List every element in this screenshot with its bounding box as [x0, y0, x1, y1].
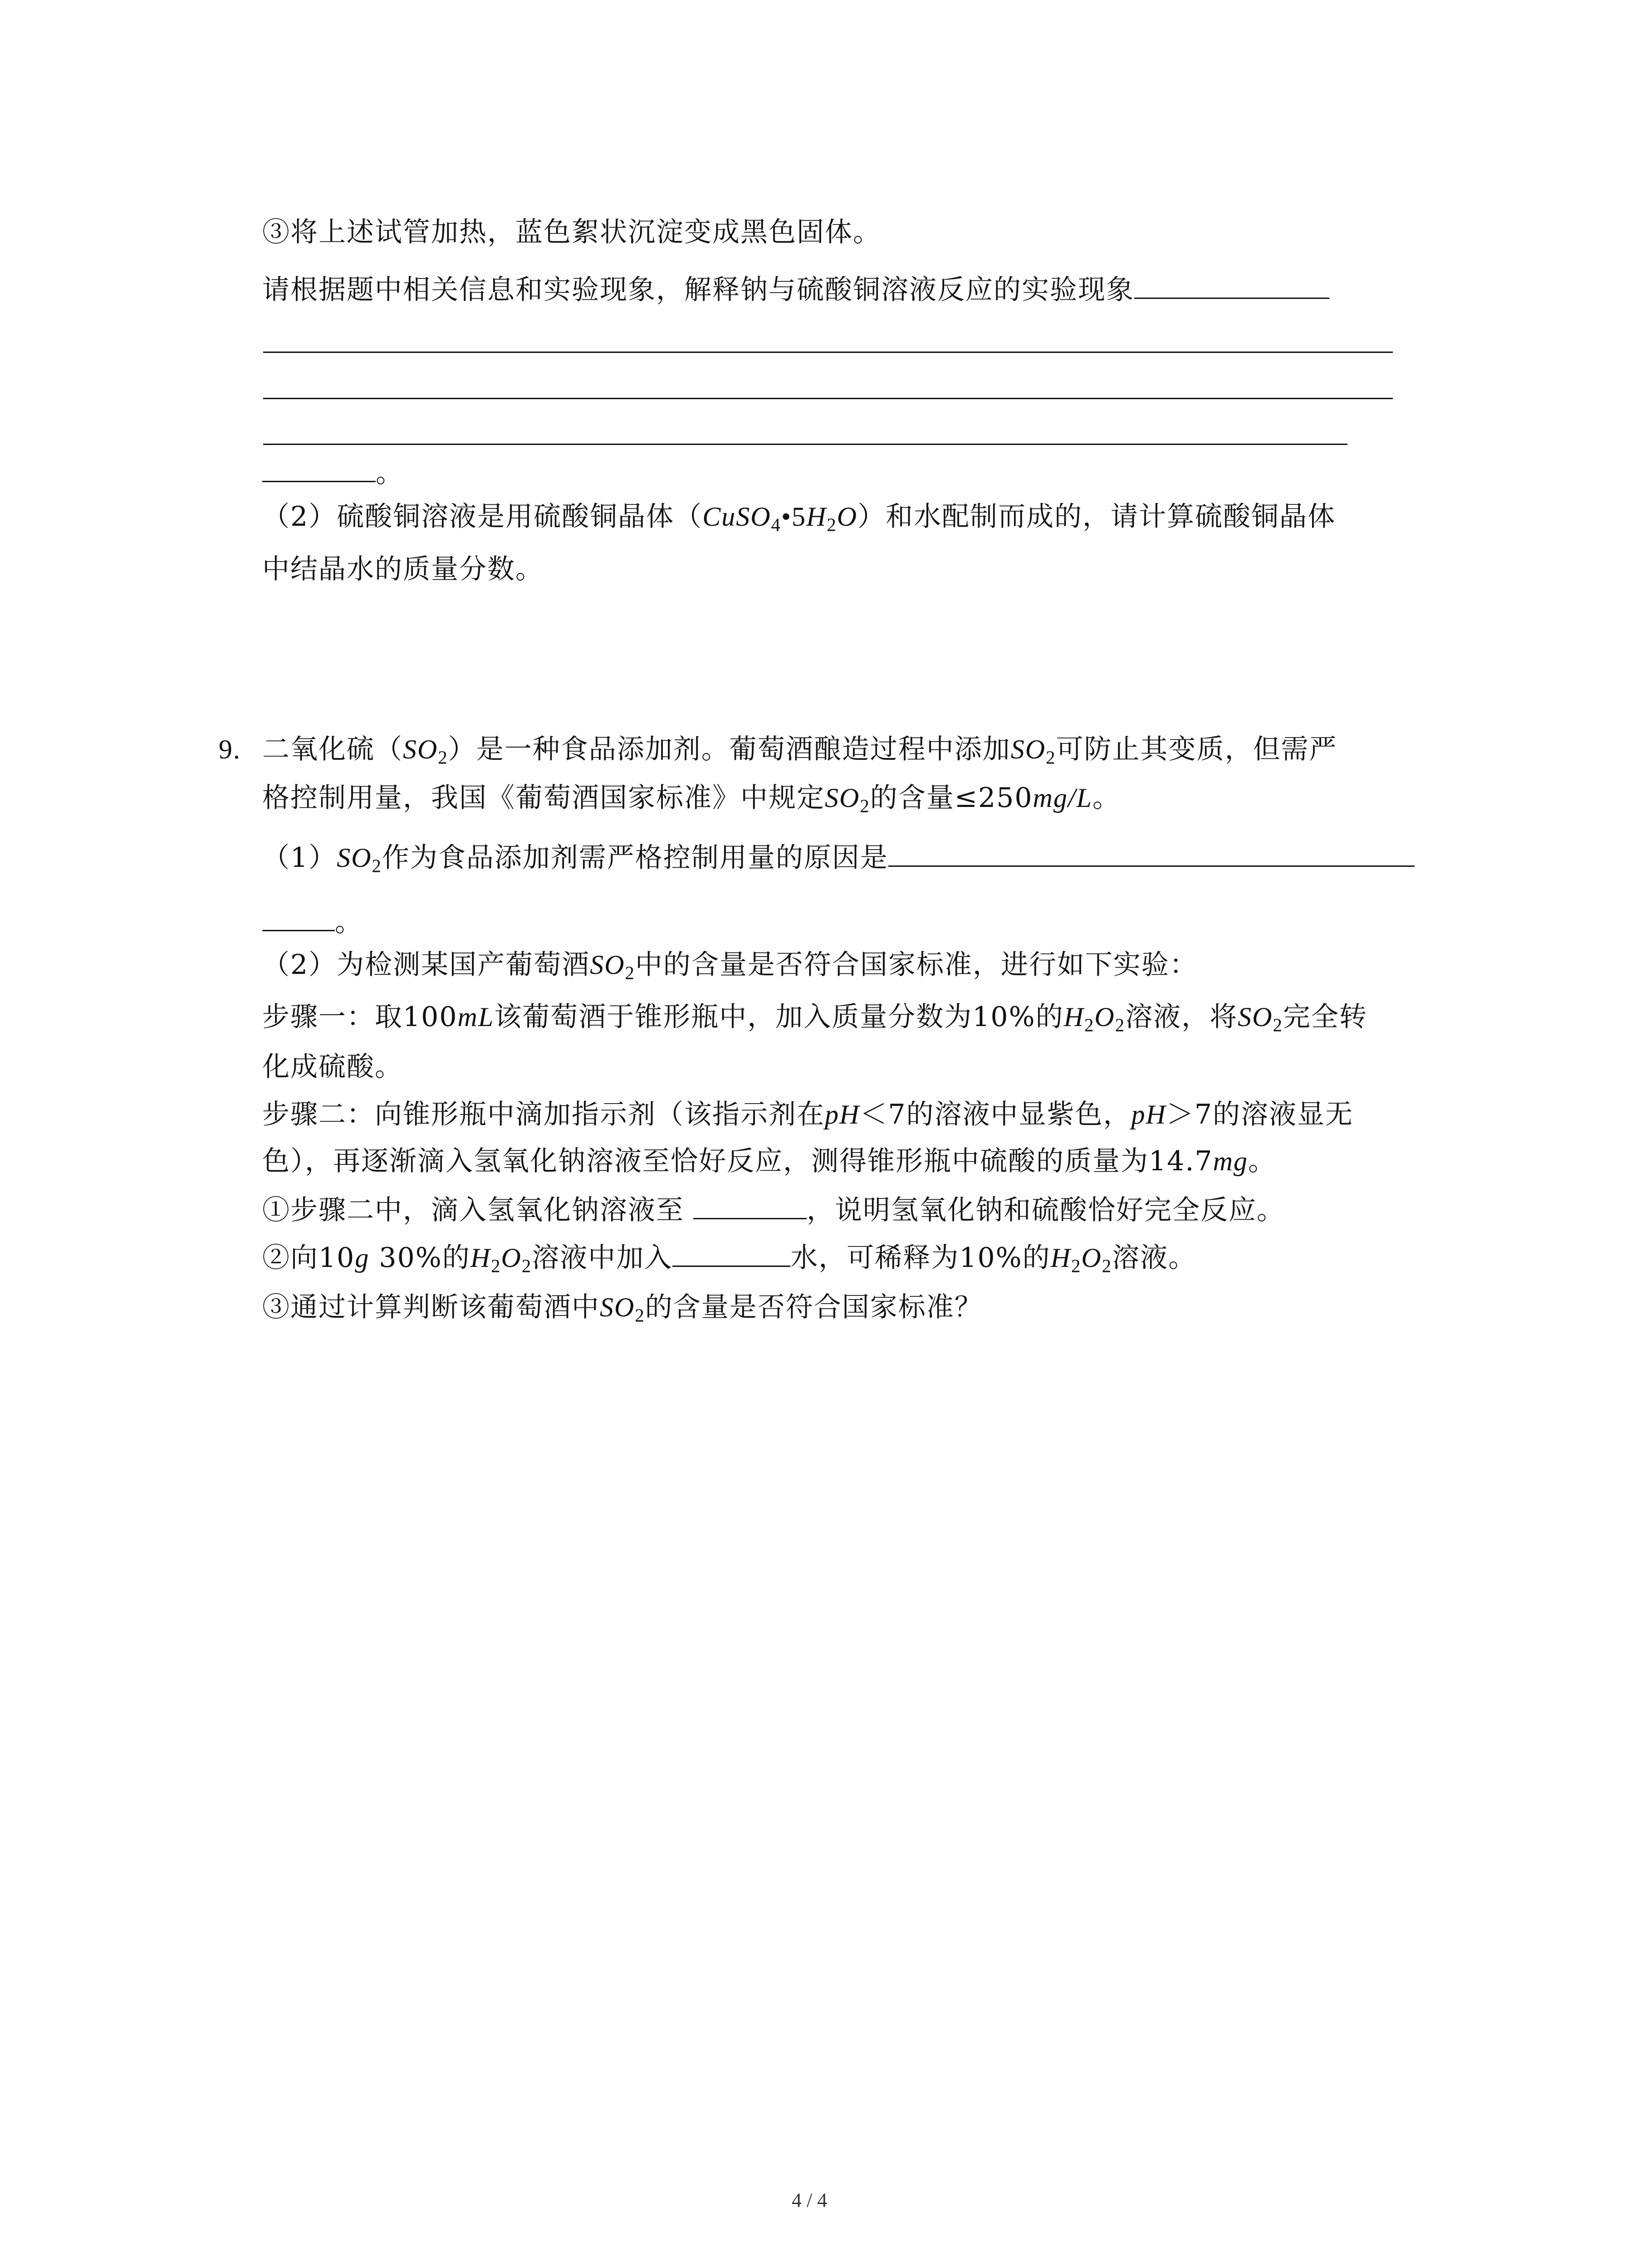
q8-part2-line2: 中结晶水的质量分数。: [262, 553, 544, 585]
q9-part1: $(1)SO_2$作为食品添加剂需严格控制用量的原因是: [262, 838, 1415, 877]
answer-blank[interactable]: [888, 838, 1415, 867]
answer-line[interactable]: [263, 352, 1393, 353]
q9-intro-line2: 格控制用量，我国《葡萄酒国家标准》中规定$SO_2$的含量≤250mg/L。: [262, 782, 1121, 816]
page-number: 4 / 4: [792, 2189, 828, 2211]
q8-step3: ③将上述试管加热，蓝色絮状沉淀变成黑色固体。: [262, 216, 881, 248]
answer-blank[interactable]: [262, 903, 335, 931]
q8-part2: （2）硫酸铜溶液是用硫酸铜晶体$(CuSO_4•5H_2O)$和水配制而成的，请计算硫酸铜晶体: [262, 501, 1336, 535]
q9-step2: 步骤二：向锥形瓶中滴加指示剂（该指示剂在pH＜7的溶液中显紫色，pH＞7的溶液显无: [262, 1099, 1354, 1130]
q9-sub2: ②向10g 30%的$H_2O_2$溶液中加入 水，可稀释为10%的$H_2O_2$溶液。: [262, 1238, 1196, 1277]
answer-blank[interactable]: [672, 1238, 790, 1267]
q9-sub3: ③通过计算判断该葡萄酒中$SO_2$的含量是否符合国家标准？: [262, 1291, 983, 1326]
q9-step2-line2: 色），再逐渐滴入氢氧化钠溶液至恰好反应，测得锥形瓶中硫酸的质量为14.7mg。: [262, 1145, 1276, 1177]
q9-step1: 步骤一：取100mL该葡萄酒于锥形瓶中，加入质量分数为10%的$H_2O_2$溶液，将$SO_2$完全转: [262, 1001, 1367, 1036]
q8-answer-end: 。: [262, 454, 404, 492]
q9-part1-end: 。: [262, 903, 363, 941]
q9-step1-line2: 化成硫酸。: [262, 1051, 403, 1083]
answer-line[interactable]: [263, 398, 1393, 399]
answer-line[interactable]: [263, 444, 1347, 445]
answer-blank[interactable]: [693, 1191, 807, 1219]
q8-prompt: 请根据题中相关信息和实验现象，解释钠与硫酸铜溶液反应的实验现象: [262, 270, 1329, 309]
answer-blank[interactable]: [1134, 270, 1329, 299]
q9-sub1: ①步骤二中，滴入氢氧化钠溶液至 ，说明氢氧化钠和硫酸恰好完全反应。: [262, 1191, 1285, 1229]
q9-part2: （2）为检测某国产葡萄酒$SO_2$中的含量是否符合国家标准，进行如下实验：: [262, 949, 1198, 983]
q9-intro-line1: 二氧化硫$(SO_2)$是一种食品添加剂。葡萄酒酿造过程中添加$SO_2$可防止其变质，但需严: [262, 733, 1337, 768]
q9-number: 9.: [219, 734, 241, 764]
answer-blank[interactable]: [262, 454, 376, 482]
